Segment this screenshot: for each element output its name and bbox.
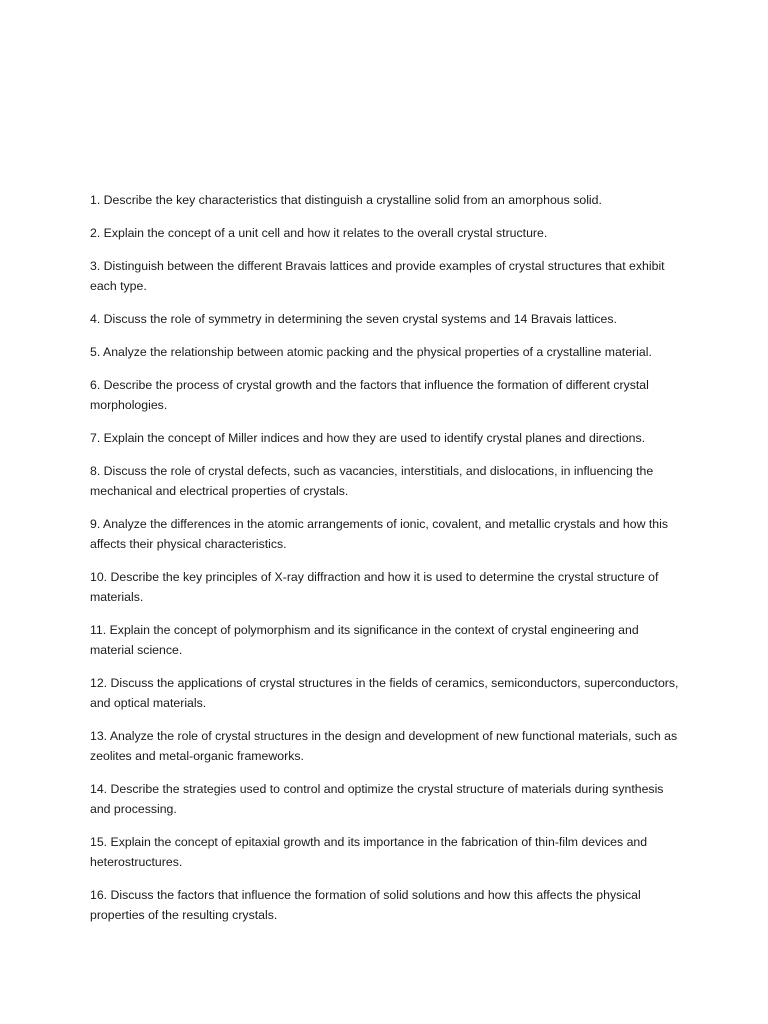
question-item: 13. Analyze the role of crystal structures in the design and development of new functional materials, such as zeolites and metal-organic frameworks. — [90, 729, 678, 763]
question-item: 9. Analyze the differences in the atomic arrangements of ionic, covalent, and metallic crystals and how this affects their physical characteristics. — [90, 517, 669, 551]
question-list — [90, 190, 682, 938]
question-item: 10. Describe the key principles of X-ray diffraction and how it is used to determine the crystal structure of materials. — [90, 570, 659, 604]
question-item: 14. Describe the strategies used to control and optimize the crystal structure of materials during synthesis and processing. — [90, 782, 664, 816]
question-item: 5. Analyze the relationship between atomic packing and the physical properties of a crystalline material. — [90, 345, 652, 359]
question-item: 8. Discuss the role of crystal defects, such as vacancies, interstitials, and dislocations, in influencing the mechanical and electrical properties of crystals. — [90, 464, 654, 498]
question-item: 12. Discuss the applications of crystal structures in the fields of ceramics, semiconductors, superconductors, and optical materials. — [90, 676, 679, 710]
question-item: 15. Explain the concept of epitaxial growth and its importance in the fabrication of thin-film devices and heterostructures. — [90, 835, 648, 869]
question-item: 6. Describe the process of crystal growth and the factors that influence the formation of different crystal morphologies. — [90, 378, 649, 412]
question-item: 4. Discuss the role of symmetry in determining the seven crystal systems and 14 Bravais lattices. — [90, 312, 617, 326]
question-item: 16. Discuss the factors that influence the formation of solid solutions and how this affects the physical properties of the resulting crystals. — [90, 888, 641, 922]
question-item: 11. Explain the concept of polymorphism and its significance in the context of crystal engineering and material science. — [90, 623, 639, 657]
question-item: 7. Explain the concept of Miller indices and how they are used to identify crystal planes and directions. — [90, 431, 646, 445]
question-item: 3. Distinguish between the different Bravais lattices and provide examples of crystal structures that exhibit each type. — [90, 259, 665, 293]
question-item: 1. Describe the key characteristics that distinguish a crystalline solid from an amorphous solid. — [90, 193, 602, 207]
question-item: 2. Explain the concept of a unit cell and how it relates to the overall crystal structure. — [90, 226, 548, 240]
